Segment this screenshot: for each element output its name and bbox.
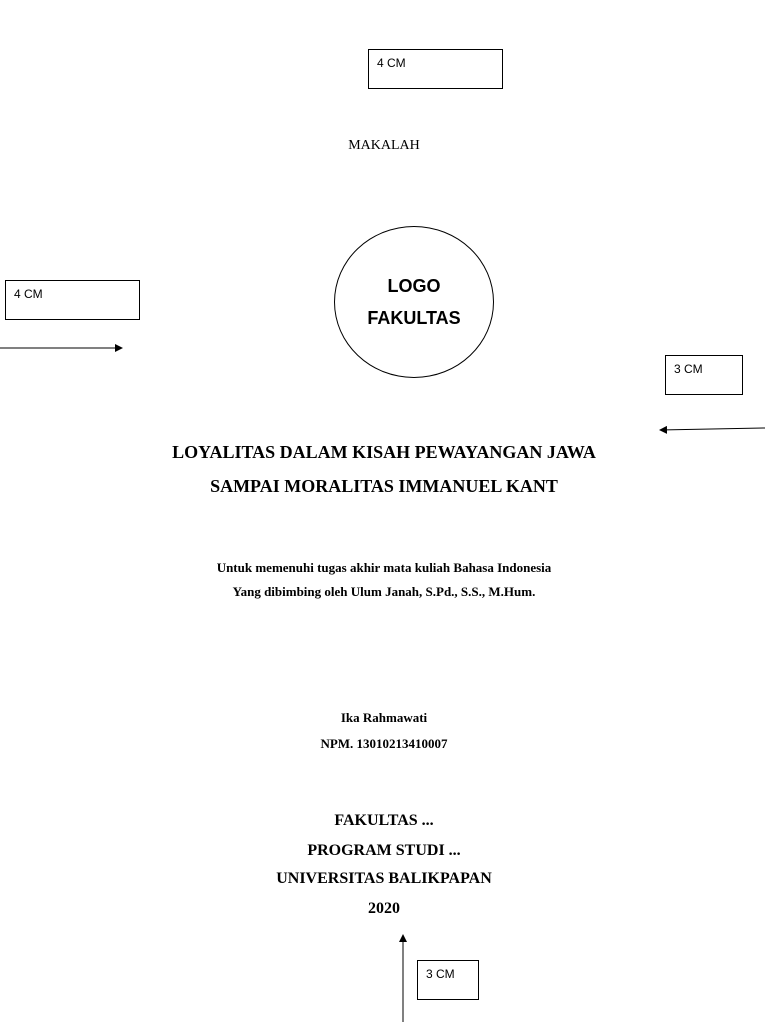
purpose-line2: Yang dibimbing oleh Ulum Janah, S.Pd., S.S., M.Hum. [232, 584, 536, 599]
author-name: Ika Rahmawati [340, 710, 428, 725]
document-type: MAKALAH [348, 138, 420, 153]
university-name: UNIVERSITAS BALIKPAPAN [276, 870, 492, 887]
logo-text-line1: LOGO [387, 276, 441, 296]
faculty-name: FAKULTAS ... [334, 812, 434, 829]
author-npm: NPM. 13010213410007 [320, 736, 448, 751]
logo-text-line2: FAKULTAS [367, 308, 461, 328]
left-margin-label: 4 CM [5, 280, 140, 320]
right-margin-arrow-icon [660, 428, 765, 430]
faculty-logo-placeholder [334, 226, 494, 378]
top-margin-label: 4 CM [368, 49, 503, 89]
bottom-margin-label: 3 CM [417, 960, 479, 1000]
title-line1: LOYALITAS DALAM KISAH PEWAYANGAN JAWA [172, 442, 596, 462]
title-line2: SAMPAI MORALITAS IMMANUEL KANT [210, 476, 558, 496]
study-program: PROGRAM STUDI ... [307, 842, 461, 859]
right-margin-label: 3 CM [665, 355, 743, 395]
purpose-line1: Untuk memenuhi tugas akhir mata kuliah Bahasa Indonesia [216, 560, 552, 575]
year: 2020 [368, 900, 400, 917]
